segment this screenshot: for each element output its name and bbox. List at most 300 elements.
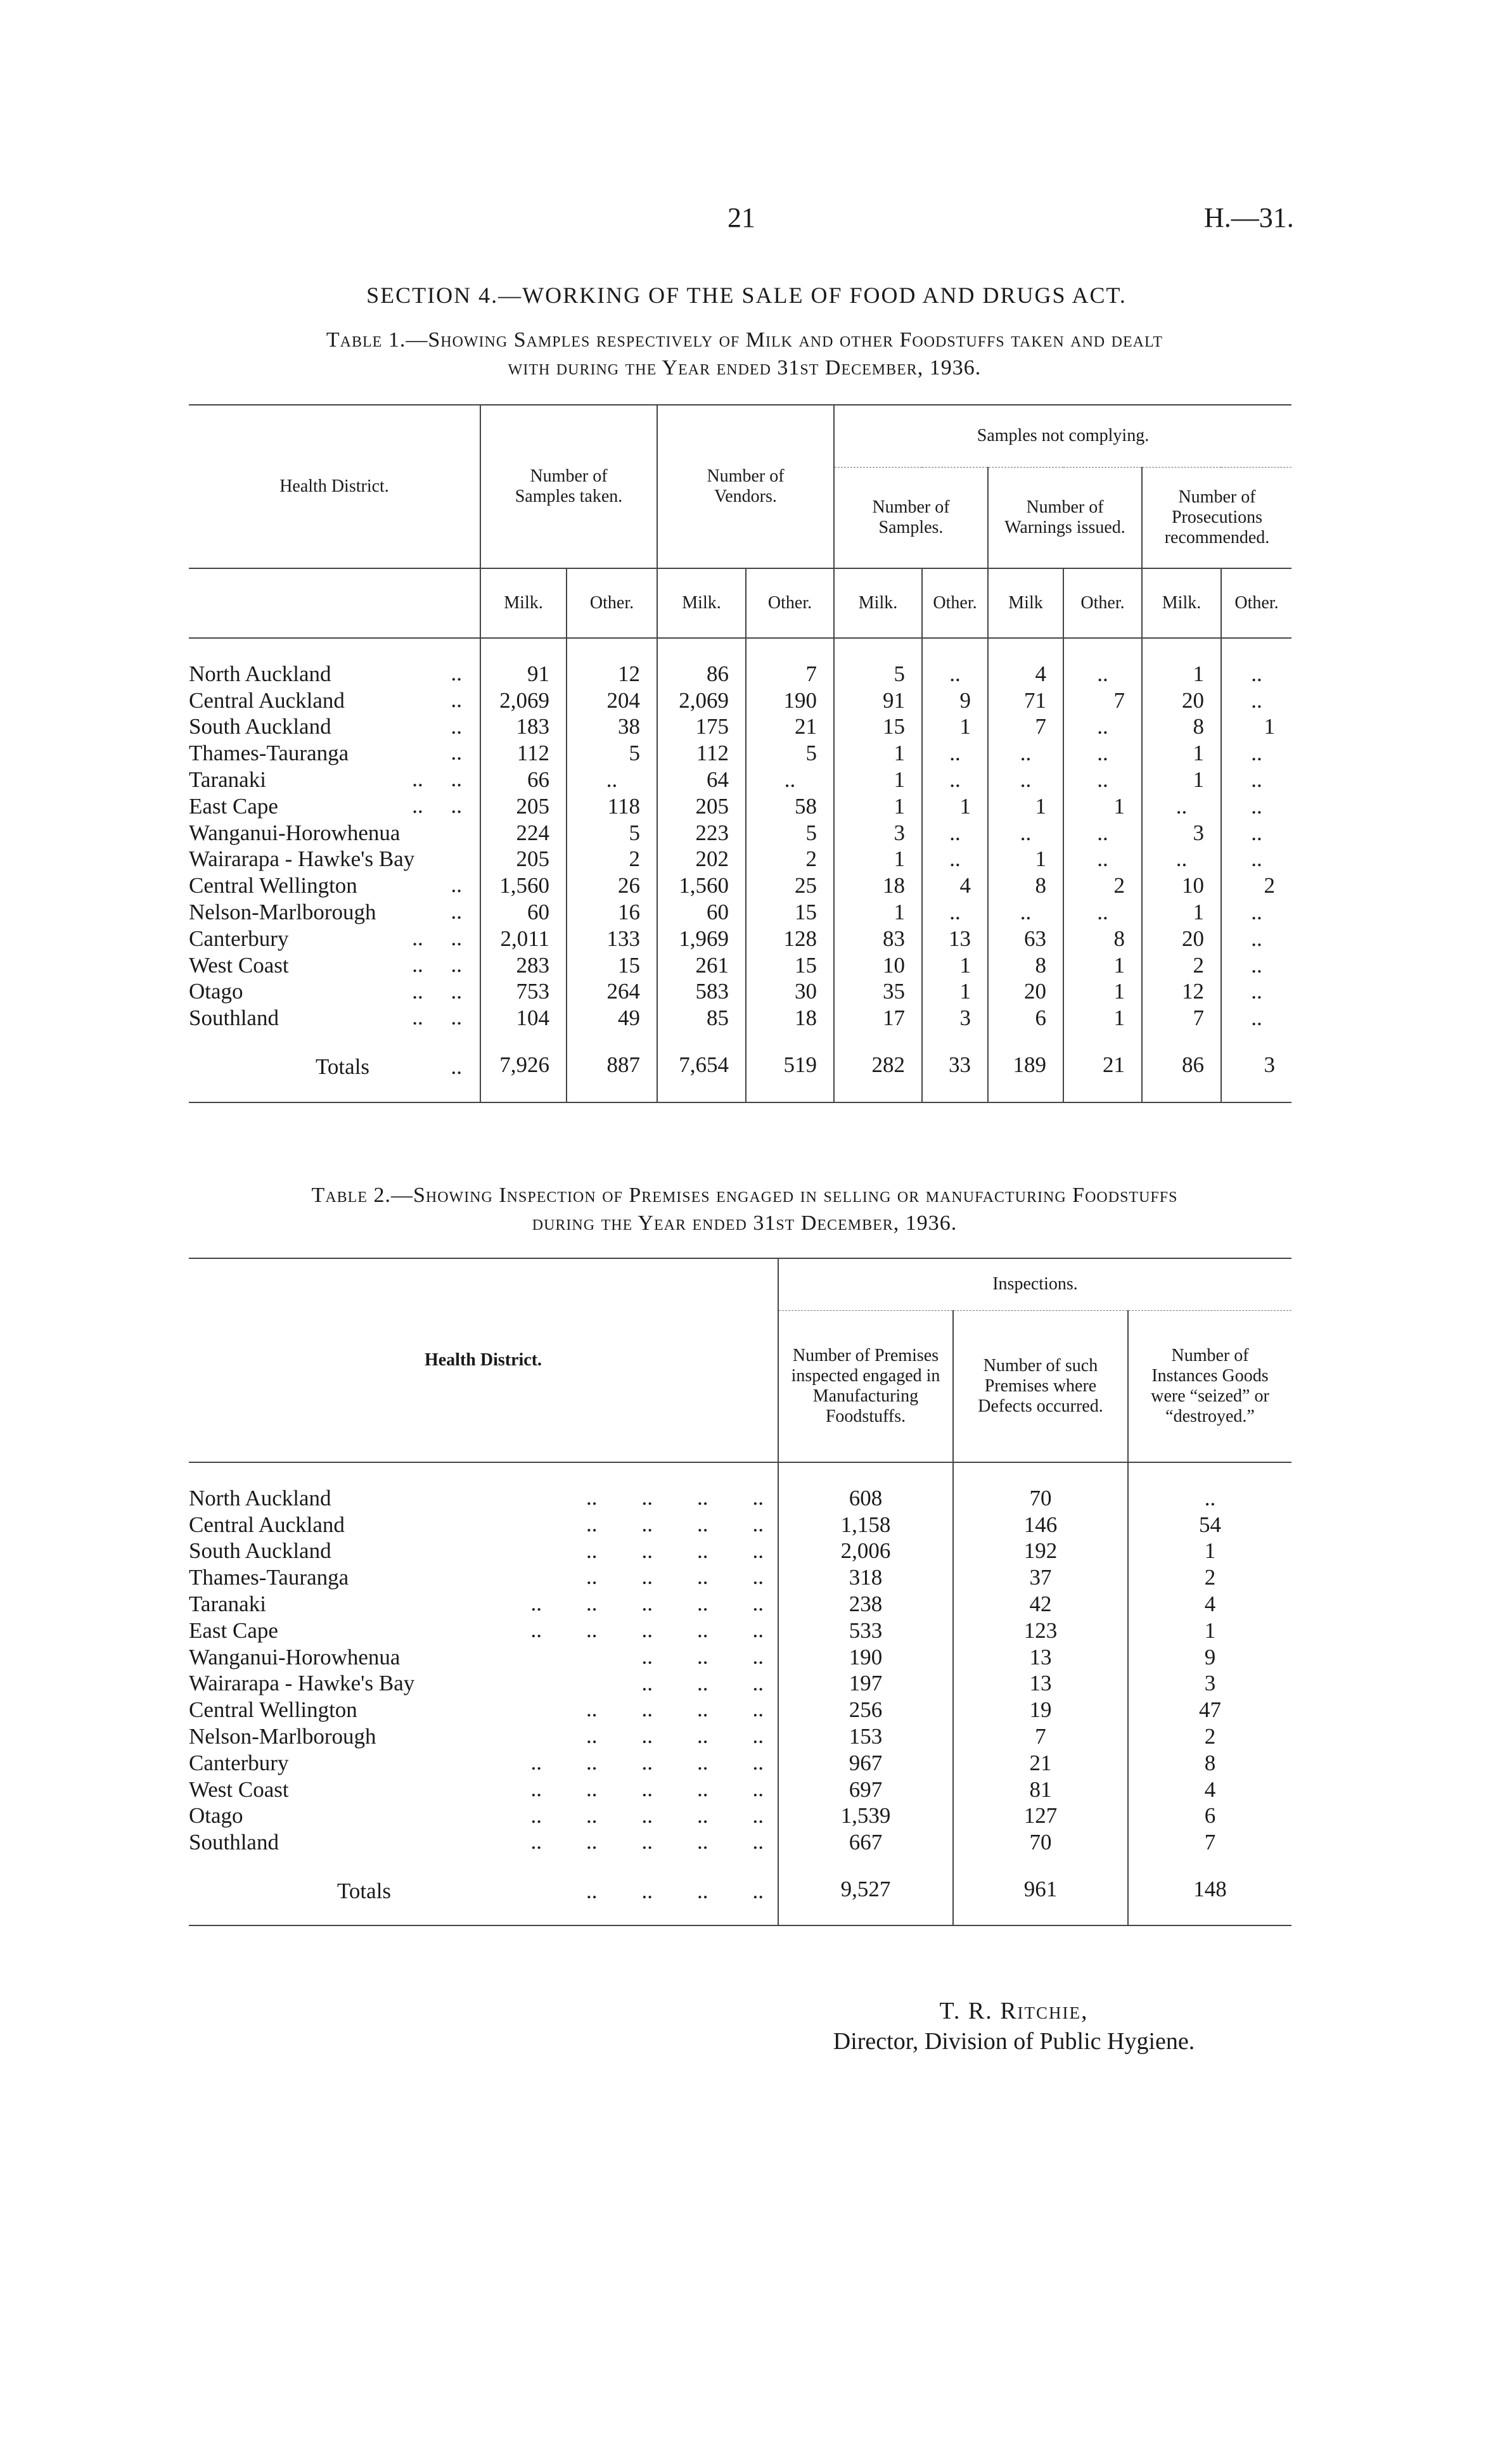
table1-cell: 112 [657, 740, 746, 767]
table2-row-leader-dots: .. .. .. [641, 1670, 764, 1695]
table2-cell: 192 [953, 1538, 1128, 1565]
table2-cell: 2 [1128, 1564, 1291, 1591]
table1-cell: 7 [746, 661, 834, 687]
table1-cell: 86 [657, 661, 746, 687]
table1-total-cell: 33 [922, 1045, 988, 1085]
table1-row [189, 767, 1291, 793]
table1-cell: 9 [922, 687, 988, 714]
table1-sub-other: Other. [1063, 568, 1142, 638]
table1-cell: 15 [567, 952, 657, 979]
table1-cell: 133 [567, 926, 657, 952]
table1-row-leader-dots: .. [451, 661, 462, 686]
table1-cell: 1,969 [657, 926, 746, 952]
table2-row [189, 1485, 1291, 1512]
table1-cell: 112 [480, 740, 567, 767]
table1-cell: 128 [746, 926, 834, 952]
table1-cell: 2 [746, 846, 834, 873]
table2-cell: 967 [778, 1750, 953, 1777]
table2-row-district: East Cape [189, 1618, 278, 1643]
table1-row [189, 714, 1291, 741]
table1-row-leader-dots: .. [451, 740, 462, 765]
table1-row-district: Otago [189, 979, 243, 1004]
table1-row [189, 926, 1291, 952]
table2-cell: 3 [1128, 1671, 1291, 1697]
table1-cell: 1 [834, 740, 922, 767]
table1-cell: 1 [1063, 793, 1142, 820]
table2-caption-line2: during the Year ended 31st December, 1936. [532, 1211, 958, 1235]
table1-cell: .. [1221, 846, 1291, 873]
table1-cell: .. [922, 846, 988, 873]
table2-row-district: Southland [189, 1830, 279, 1855]
table1-cell: .. [1221, 1005, 1291, 1031]
table1-row-district: Taranaki [189, 767, 266, 793]
table1-cell: .. [922, 899, 988, 926]
table1-cell: .. [1221, 952, 1291, 979]
table2-row-district: Canterbury [189, 1750, 289, 1775]
table1-cell: 2 [1063, 872, 1142, 899]
table1-total-cell: 86 [1142, 1045, 1221, 1085]
signature-block [786, 1996, 1242, 2057]
table2-cell: 1,158 [778, 1512, 953, 1538]
table1-cell: 1 [922, 714, 988, 741]
table2-cell: 13 [953, 1644, 1128, 1671]
table1-row-district: Wanganui-Horowhenua [189, 820, 400, 845]
table1-cell: .. [567, 767, 657, 793]
table2-cell: 2 [1128, 1723, 1291, 1750]
table1-row [189, 872, 1291, 899]
table1-row-label [189, 661, 480, 687]
table1-row-label [189, 793, 480, 820]
table2-cell: 1,539 [778, 1803, 953, 1830]
table1-row-district: Thames-Tauranga [189, 741, 349, 766]
table2-row-district: Wairarapa - Hawke's Bay [189, 1671, 415, 1696]
table1-cell: 202 [657, 846, 746, 873]
table1-header-nc-samples: Number of Samples. [834, 467, 988, 568]
table2-row-leader-dots: .. .. .. .. .. [530, 1803, 764, 1828]
table2 [189, 1258, 1291, 1926]
table1-row-label [189, 952, 480, 979]
table2-row-label [189, 1512, 778, 1538]
table1-cell: 1 [922, 979, 988, 1005]
table1-cell: 20 [1142, 687, 1221, 714]
table2-row-district: Wanganui-Horowhenua [189, 1644, 400, 1669]
table2-totals-label-cell [189, 1870, 778, 1909]
table1-cell: 1 [1221, 714, 1291, 741]
signature-name: T. R. Ritchie, [939, 1998, 1089, 2024]
table1-total-cell: 282 [834, 1045, 922, 1085]
table1-cell: 1 [1063, 952, 1142, 979]
table1-cell: .. [988, 767, 1063, 793]
table1-sub-milk: Milk. [1142, 568, 1221, 638]
table1-row-label [189, 979, 480, 1005]
table1-cell: 21 [746, 714, 834, 741]
table1-total-cell: 189 [988, 1045, 1063, 1085]
table1-cell: 283 [480, 952, 567, 979]
table2-row-leader-dots: .. .. .. .. .. [530, 1591, 764, 1616]
table2-total-cell: 961 [953, 1870, 1128, 1909]
table1-cell: .. [1063, 820, 1142, 846]
table1-cell: 2 [1221, 872, 1291, 899]
table1-cell: .. [1221, 979, 1291, 1005]
document-reference: H.—31. [1204, 202, 1294, 233]
table2-row-label [189, 1723, 778, 1750]
table1-cell: 205 [480, 793, 567, 820]
table1-row-label [189, 687, 480, 714]
table2-row-leader-dots: .. .. .. .. [586, 1564, 764, 1590]
table1-cell: 3 [834, 820, 922, 846]
table1-total-cell: 519 [746, 1045, 834, 1085]
table2-cell: 2,006 [778, 1538, 953, 1565]
table1-cell: 1 [1142, 899, 1221, 926]
table2-row-label [189, 1777, 778, 1803]
table1-row-label [189, 767, 480, 793]
table1-cell: 1,560 [657, 872, 746, 899]
table1-cell: 753 [480, 979, 567, 1005]
table1-cell: 1 [1142, 740, 1221, 767]
table2-cell: 318 [778, 1564, 953, 1591]
table1-totals-label-cell [189, 1045, 480, 1085]
table1-row-leader-dots: .. .. [412, 952, 462, 977]
table1-row-leader-dots: .. [451, 713, 462, 739]
table1-cell: 2,069 [480, 687, 567, 714]
table1-cell: .. [1221, 899, 1291, 926]
table1-row [189, 979, 1291, 1005]
table2-total-cell: 148 [1128, 1870, 1291, 1909]
table1-totals-row [189, 1045, 1291, 1085]
table1-cell: 1 [834, 899, 922, 926]
table1-subheader-row [189, 568, 1291, 638]
table1-cell: 1 [1142, 661, 1221, 687]
table2-cell: 533 [778, 1618, 953, 1644]
table1-cell: 224 [480, 820, 567, 846]
table2-cell: 190 [778, 1644, 953, 1671]
table1-cell: .. [988, 820, 1063, 846]
table1-cell: 5 [746, 820, 834, 846]
table1-sub-other: Other. [746, 568, 834, 638]
table1-cell: 10 [1142, 872, 1221, 899]
table2-cell: 8 [1128, 1750, 1291, 1777]
table1-subheader-blank [189, 568, 480, 638]
table2-cell: 21 [953, 1750, 1128, 1777]
table2-cell: 81 [953, 1777, 1128, 1803]
table1-cell: 264 [567, 979, 657, 1005]
table1-cell: 204 [567, 687, 657, 714]
table1-cell: .. [988, 740, 1063, 767]
table1-cell: 20 [1142, 926, 1221, 952]
table2-row [189, 1564, 1291, 1591]
table1-row-district: Southland [189, 1005, 279, 1031]
table1-sub-other: Other. [922, 568, 988, 638]
table1-caption [184, 326, 1305, 382]
table2-cell: 70 [953, 1485, 1128, 1512]
table2-cell: 13 [953, 1671, 1128, 1697]
table2-cell: 7 [953, 1723, 1128, 1750]
table1-cell: 3 [1142, 820, 1221, 846]
table2-cell: 697 [778, 1777, 953, 1803]
table2-row-district: Thames-Tauranga [189, 1565, 349, 1590]
table1-cell: 261 [657, 952, 746, 979]
table1-row-leader-dots: .. [451, 899, 462, 924]
table1-cell: 13 [922, 926, 988, 952]
section-title: SECTION 4.—WORKING OF THE SALE OF FOOD AND DRUGS ACT. [366, 283, 1127, 308]
table2-row-district: South Auckland [189, 1538, 331, 1564]
table2-row-label [189, 1697, 778, 1723]
table2-row-label [189, 1750, 778, 1777]
table1-total-cell: 7,654 [657, 1045, 746, 1085]
table2-header-seized: Number of Instances Goods were “seized” or “destroyed.” [1128, 1310, 1291, 1462]
table2-cell: 7 [1128, 1829, 1291, 1856]
table2-row [189, 1777, 1291, 1803]
table1-header-samples-taken: Number of Samples taken. [480, 405, 657, 568]
table2-cell: 19 [953, 1697, 1128, 1723]
table1-cell: 26 [567, 872, 657, 899]
table2-row-label [189, 1671, 778, 1697]
table1-cell: 1 [988, 846, 1063, 873]
table2-totals-row [189, 1870, 1291, 1909]
table2-row-leader-dots: .. .. .. .. [586, 1538, 764, 1563]
table1-cell: 2,069 [657, 687, 746, 714]
table1-cell: 38 [567, 714, 657, 741]
table1-cell: 20 [988, 979, 1063, 1005]
table1-header-district: Health District. [189, 405, 480, 568]
table1-cell: 1,560 [480, 872, 567, 899]
table1-cell: 5 [567, 820, 657, 846]
table1-row [189, 740, 1291, 767]
table1-cell: 7 [988, 714, 1063, 741]
table1-cell: 1 [922, 952, 988, 979]
table1-cell: 1 [1063, 979, 1142, 1005]
table2-row-label [189, 1591, 778, 1618]
table2-cell: 70 [953, 1829, 1128, 1856]
table1-cell: 66 [480, 767, 567, 793]
table1-cell: 12 [1142, 979, 1221, 1005]
table2-cell: 256 [778, 1697, 953, 1723]
table1-row-district: South Auckland [189, 714, 331, 739]
table1-sub-milk: Milk. [480, 568, 567, 638]
table1-cell: 1 [1142, 767, 1221, 793]
table1-cell: 16 [567, 899, 657, 926]
table2-cell: 9 [1128, 1644, 1291, 1671]
table2-cell: 667 [778, 1829, 953, 1856]
table1-cell: 104 [480, 1005, 567, 1031]
table2-header-district: Health District. [189, 1258, 778, 1462]
table2-row-district: West Coast [189, 1777, 289, 1802]
table2-row-district: North Auckland [189, 1485, 331, 1510]
table1-row-label [189, 714, 480, 741]
table2-row-label [189, 1644, 778, 1671]
table2-cell: 238 [778, 1591, 953, 1618]
table2-row-leader-dots: .. .. .. .. .. [530, 1829, 764, 1854]
table2-cell: 37 [953, 1564, 1128, 1591]
table1-cell: .. [1063, 899, 1142, 926]
table2-row [189, 1538, 1291, 1565]
table1-row [189, 1005, 1291, 1031]
table1-cell: .. [1221, 661, 1291, 687]
table1-cell: 8 [988, 952, 1063, 979]
table1-cell: 71 [988, 687, 1063, 714]
table1-cell: 2 [567, 846, 657, 873]
table1-cell: 12 [567, 661, 657, 687]
table1-cell: 85 [657, 1005, 746, 1031]
table1-header-prosecutions: Number of Prosecutions recommended. [1142, 467, 1291, 568]
table1-cell: 18 [746, 1005, 834, 1031]
table1-cell: 205 [480, 846, 567, 873]
table1-row [189, 661, 1291, 687]
table1-cell: 15 [834, 714, 922, 741]
table1-cell: 5 [746, 740, 834, 767]
table1-row-label [189, 899, 480, 926]
table2-row-leader-dots: .. .. .. .. [586, 1697, 764, 1722]
table1-cell: 1 [922, 793, 988, 820]
table1-cell: .. [746, 767, 834, 793]
table1-caption-line1: Table 1.—Showing Samples respectively of Milk and other Foodstuffs taken and dealt [326, 328, 1163, 352]
table2-row-district: Taranaki [189, 1592, 266, 1617]
table2-row-leader-dots: .. .. .. .. .. [530, 1749, 764, 1775]
table2-cell: 146 [953, 1512, 1128, 1538]
table2-caption-line1: Table 2.—Showing Inspection of Premises engaged in selling or manufacturing Foodstuffs [311, 1184, 1178, 1207]
table2-row [189, 1723, 1291, 1750]
table1-row-label [189, 872, 480, 899]
table1-cell: .. [1221, 793, 1291, 820]
table1-cell: 15 [746, 899, 834, 926]
table2-row-label [189, 1829, 778, 1856]
table2-row-label [189, 1538, 778, 1565]
table1-cell: 190 [746, 687, 834, 714]
table1-row [189, 846, 1291, 873]
table2-cell: .. [1128, 1485, 1291, 1512]
table1-total-cell: 887 [567, 1045, 657, 1085]
table1-cell: .. [1063, 846, 1142, 873]
table1-cell: .. [922, 820, 988, 846]
table1-row-district: Canterbury [189, 926, 289, 951]
table1-cell: 18 [834, 872, 922, 899]
table1-row-label [189, 820, 480, 846]
table2-row-label [189, 1564, 778, 1591]
table2-totals-leader-dots: .. .. .. .. [586, 1879, 764, 1904]
table1-cell: 3 [922, 1005, 988, 1031]
table1-caption-line2: with during the Year ended 31st December, 1936. [508, 356, 982, 380]
table1-cell: 7 [1063, 687, 1142, 714]
table1-row-leader-dots: .. [451, 872, 462, 898]
table1-cell: 1 [1063, 1005, 1142, 1031]
table2-cell: 47 [1128, 1697, 1291, 1723]
table2-header-defects: Number of such Premises where Defects occurred. [953, 1310, 1128, 1462]
table1-row [189, 793, 1291, 820]
table1-header-vendors: Number of Vendors. [657, 405, 834, 568]
table1-cell: .. [1063, 661, 1142, 687]
table1-cell: 5 [567, 740, 657, 767]
table1-cell: 223 [657, 820, 746, 846]
table1-row-district: Wairarapa - Hawke's Bay [189, 846, 415, 872]
table1-cell: 2,011 [480, 926, 567, 952]
table1-header-warnings: Number of Warnings issued. [988, 467, 1142, 568]
table1-cell: 1 [834, 846, 922, 873]
table1-cell: .. [1063, 740, 1142, 767]
table1-cell: .. [1221, 740, 1291, 767]
table1-header-not-complying: Samples not complying. [834, 405, 1291, 467]
table2-row [189, 1644, 1291, 1671]
table2-cell: 4 [1128, 1591, 1291, 1618]
table2-row [189, 1750, 1291, 1777]
table1-row-leader-dots: .. .. [412, 925, 462, 950]
table1-sub-other: Other. [1221, 568, 1291, 638]
table1-row-district: North Auckland [189, 661, 331, 686]
table1-row [189, 952, 1291, 979]
table1-row-district: Central Auckland [189, 687, 345, 713]
table2-row [189, 1671, 1291, 1697]
table1-cell: 205 [657, 793, 746, 820]
table1-cell: 2 [1142, 952, 1221, 979]
table2-row [189, 1512, 1291, 1538]
table2-row-district: Nelson-Marlborough [189, 1724, 376, 1749]
table1-total-cell: 3 [1221, 1045, 1291, 1085]
table1-total-cell: 21 [1063, 1045, 1142, 1085]
table2-row-label [189, 1803, 778, 1830]
table1-cell: 91 [480, 661, 567, 687]
table2-row-district: Central Auckland [189, 1512, 345, 1537]
table2-row-leader-dots: .. .. .. .. [586, 1511, 764, 1536]
table2-header-inspections: Inspections. [778, 1258, 1291, 1310]
table1-cell: .. [922, 661, 988, 687]
table1-row [189, 687, 1291, 714]
table2-cell: 6 [1128, 1803, 1291, 1830]
table1-cell: 4 [922, 872, 988, 899]
table1-row [189, 899, 1291, 926]
table1-cell: 17 [834, 1005, 922, 1031]
table1-cell: 1 [834, 767, 922, 793]
table1-row-leader-dots: .. .. [412, 978, 462, 1004]
table2-row-leader-dots: .. .. .. .. .. [530, 1617, 764, 1642]
table2-cell: 4 [1128, 1777, 1291, 1803]
table1-cell: 1 [834, 793, 922, 820]
table1-cell: .. [1142, 846, 1221, 873]
table2-row [189, 1591, 1291, 1618]
signature-title: Director, Division of Public Hygiene. [833, 2028, 1195, 2055]
table1-cell: 30 [746, 979, 834, 1005]
table1-cell: 25 [746, 872, 834, 899]
table1-row-district: Central Wellington [189, 873, 357, 898]
table1-cell: 60 [480, 899, 567, 926]
table2-row [189, 1829, 1291, 1856]
table1-cell: 4 [988, 661, 1063, 687]
table1-cell: 10 [834, 952, 922, 979]
table2-cell: 1 [1128, 1538, 1291, 1565]
table1-cell: .. [922, 767, 988, 793]
table1-cell: .. [922, 740, 988, 767]
table1-cell: 60 [657, 899, 746, 926]
table1-cell: .. [1063, 767, 1142, 793]
table1 [189, 404, 1291, 1103]
table1-cell: 58 [746, 793, 834, 820]
table1-cell: 35 [834, 979, 922, 1005]
table1-cell: .. [1142, 793, 1221, 820]
table2-row-leader-dots: .. .. .. .. [586, 1723, 764, 1749]
table2-row [189, 1803, 1291, 1830]
table1-cell: .. [1221, 820, 1291, 846]
table1-row-leader-dots: .. .. [412, 767, 462, 792]
table1-totals-leader-dots: .. [451, 1054, 462, 1080]
table1-row-label [189, 926, 480, 952]
table2-cell: 127 [953, 1803, 1128, 1830]
table1-row-label [189, 846, 480, 873]
table1-cell: 91 [834, 687, 922, 714]
table1-cell: 118 [567, 793, 657, 820]
table1-row-leader-dots: .. .. [412, 793, 462, 818]
table2-cell: 123 [953, 1618, 1128, 1644]
table1-row-district: West Coast [189, 952, 289, 978]
table1-cell: 583 [657, 979, 746, 1005]
table1-row-district: East Cape [189, 793, 278, 819]
